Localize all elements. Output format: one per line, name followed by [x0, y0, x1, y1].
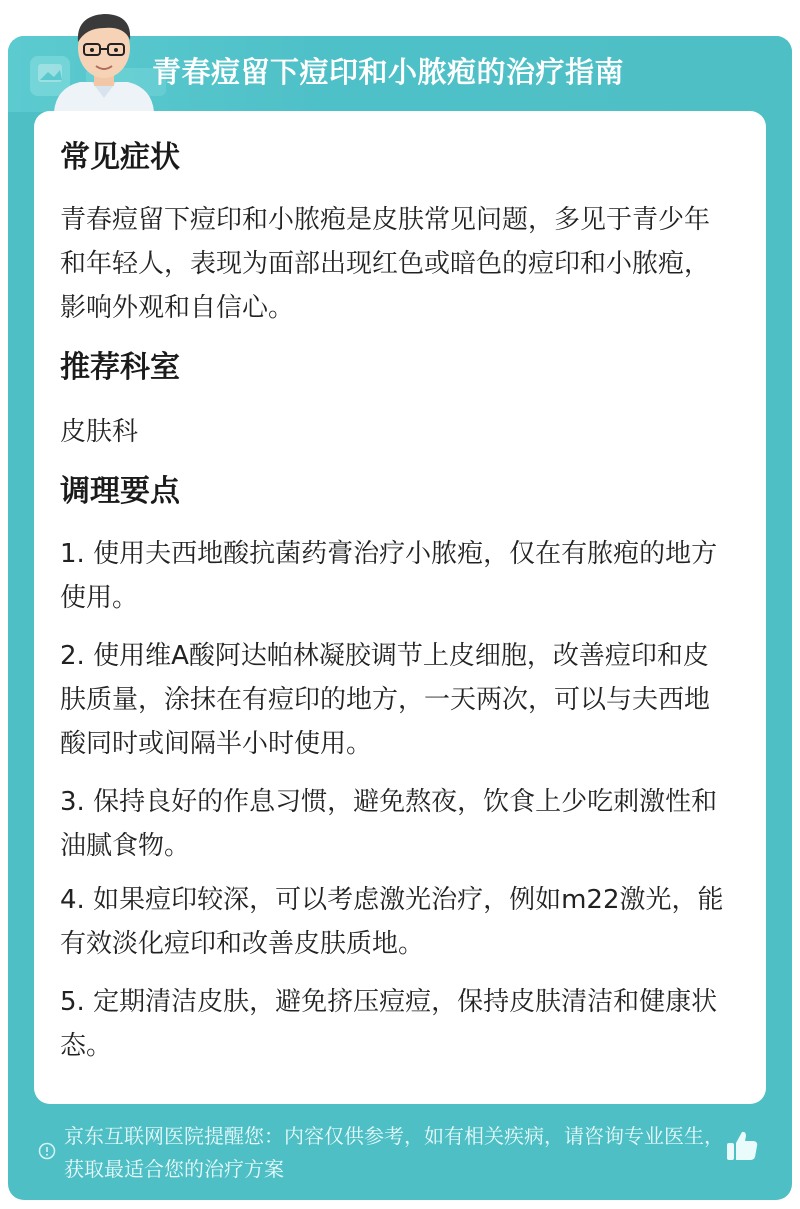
- doctor-avatar: [40, 6, 168, 112]
- department-text: 皮肤科: [60, 417, 139, 447]
- tip-item-5: 5. 定期清洁皮肤，避免挤压痘痘，保持皮肤清洁和健康状态。: [60, 987, 718, 1061]
- tip-item-1: 1. 使用夫西地酸抗菌药膏治疗小脓疱，仅在有脓疱的地方使用。: [60, 539, 718, 613]
- tip-item-3: 3. 保持良好的作息习惯，避免熬夜，饮食上少吃刺激性和油腻食物。: [60, 787, 718, 861]
- symptoms-heading: 常见症状: [60, 140, 180, 175]
- department-heading: 推荐科室: [60, 350, 180, 385]
- page-title: 青春痘留下痘印和小脓疱的治疗指南: [152, 55, 625, 89]
- footer-disclaimer: 京东互联网医院提醒您：内容仅供参考，如有相关疾病，请咨询专业医生，获取最适合您的治疗方案: [64, 1124, 724, 1181]
- tip-item-2: 2. 使用维A酸阿达帕林凝胶调节上皮细胞，改善痘印和皮肤质量，涂抹在有痘印的地方，一天两次，可以与夫西地酸同时或间隔半小时使用。: [60, 641, 711, 759]
- tip-item-4: 4. 如果痘印较深，可以考虑激光治疗，例如m22激光，能有效淡化痘印和改善皮肤质地。: [60, 885, 724, 959]
- info-icon: [38, 1142, 56, 1160]
- symptoms-text: 青春痘留下痘印和小脓疱是皮肤常见问题，多见于青少年和年轻人，表现为面部出现红色或暗色的痘印和小脓疱，影响外观和自信心。: [60, 205, 711, 323]
- thumbs-up-icon[interactable]: [724, 1128, 760, 1164]
- tips-heading: 调理要点: [60, 474, 180, 509]
